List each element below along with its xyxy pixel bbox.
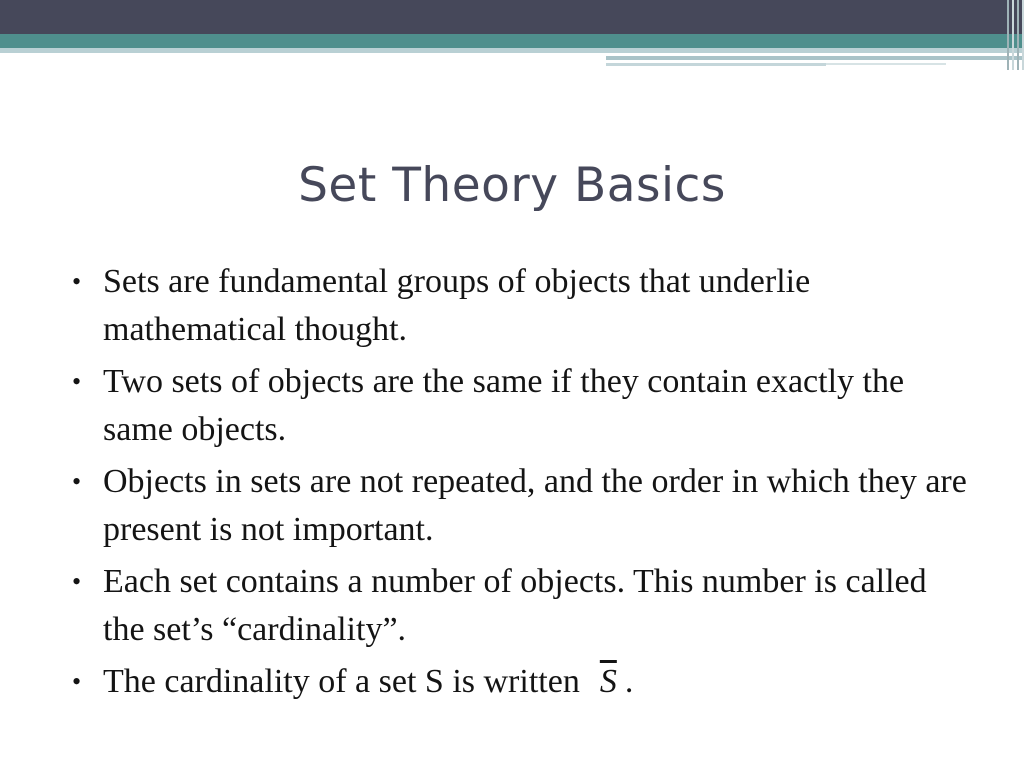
bullet-text: The cardinality of a set S is written <box>103 663 580 700</box>
cardinality-period: . <box>624 663 634 700</box>
bullet-item <box>72 258 972 354</box>
header-accent-line <box>606 63 826 66</box>
bullet-icon: • <box>72 367 82 396</box>
bullet-icon: • <box>72 567 82 596</box>
bullet-icon: • <box>72 667 82 696</box>
bullet-icon: • <box>72 467 82 496</box>
header-accent-line <box>606 56 1024 60</box>
header-accent-line <box>826 63 946 65</box>
bullet-item <box>72 358 972 454</box>
bullet-text: Two sets of objects are the same if they contain exactly the same objects. <box>103 363 905 448</box>
bullet-item <box>72 458 972 554</box>
header-vertical-bars <box>994 0 1024 70</box>
cardinality-symbol: $\overline{S}$ <box>599 663 617 700</box>
bullet-text: Objects in sets are not repeated, and the order in which they are present is not important. <box>103 463 967 548</box>
slide-title: Set Theory Basics <box>298 158 726 213</box>
vertical-bar <box>1017 0 1019 70</box>
header-light-band <box>0 48 1024 53</box>
bullet-list <box>72 258 972 710</box>
header-teal-band <box>0 34 1024 48</box>
bullet-text: Each set contains a number of objects. This number is called the set’s “cardinality”. <box>103 563 927 648</box>
vertical-bar <box>1007 0 1009 70</box>
vertical-bar <box>1012 0 1014 70</box>
bullet-item <box>72 558 972 654</box>
bullet-icon: • <box>72 267 82 296</box>
bullet-item <box>72 658 972 706</box>
header-dark-band <box>0 0 1024 34</box>
bullet-text: Sets are fundamental groups of objects that underlie mathematical thought. <box>103 263 811 348</box>
